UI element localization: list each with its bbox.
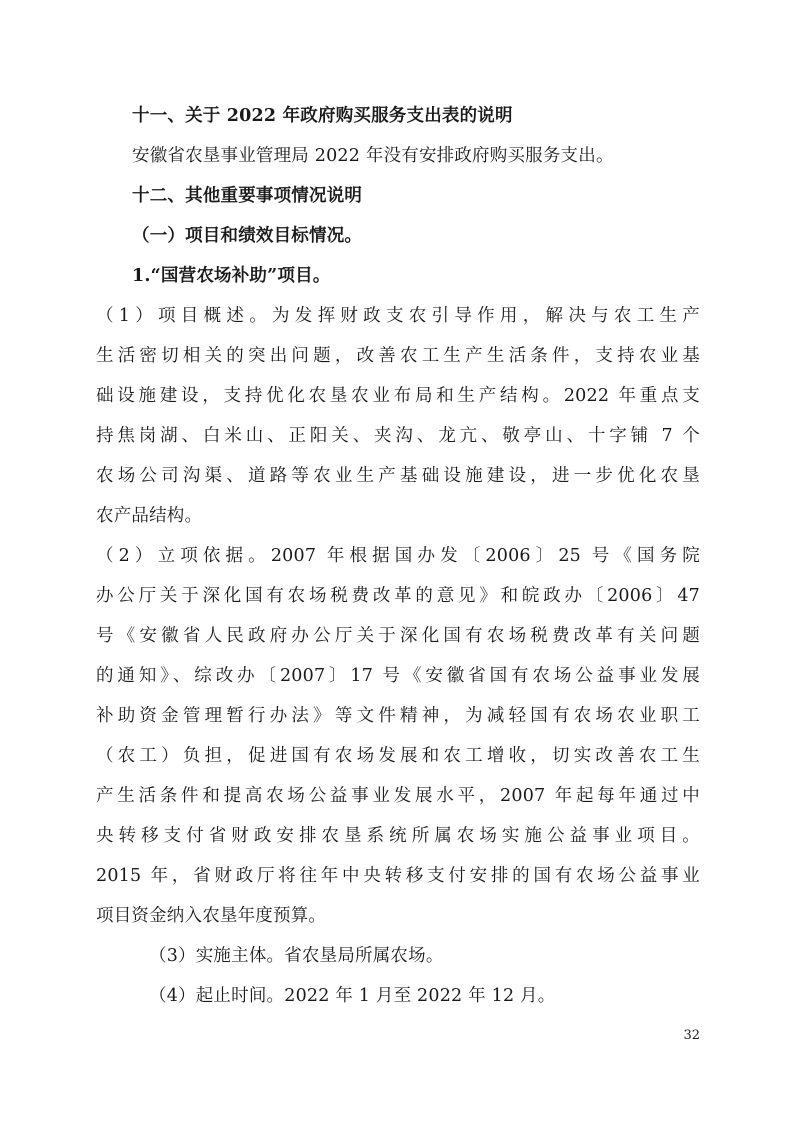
paragraph-line: 央转移支付省财政安排农垦系统所属农场实施公益事业项目。: [96, 826, 700, 846]
paragraph-line: 的通知》、综改办〔2007〕17 号《安徽省国有农场公益事业发展: [96, 666, 700, 686]
paragraph-line: 项目资金纳入农垦年度预算。: [96, 906, 327, 926]
paragraph-line: 农产品结构。: [96, 506, 203, 526]
paragraph-line: 础设施建设，支持优化农垦农业布局和生产结构。2022 年重点支: [96, 386, 700, 406]
item-heading-one: 1.“国营农场补助”项目。: [132, 266, 331, 286]
paragraph-line: 2015 年，省财政厅将往年中央转移支付安排的国有农场公益事业: [96, 866, 700, 886]
paragraph-project-basis: [96, 536, 700, 936]
paragraph-line: （1）项目概述。为发挥财政支农引导作用，解决与农工生产: [96, 306, 700, 326]
section-heading-twelve: 十二、其他重要事项情况说明: [132, 186, 363, 206]
paragraph-implementation-body: （3）实施主体。省农垦局所属农场。: [149, 946, 444, 966]
page-number: 32: [683, 1028, 700, 1043]
section-heading-eleven: 十一、关于 2022 年政府购买服务支出表的说明: [132, 106, 513, 126]
section-eleven-paragraph: 安徽省农垦事业管理局 2022 年没有安排政府购买服务支出。: [132, 146, 614, 166]
paragraph-line: 持焦岗湖、白米山、正阳关、夹沟、龙亢、敬亭山、十字铺 7 个: [96, 426, 700, 446]
paragraph-project-period: （4）起止时间。2022 年 1 月至 2022 年 12 月。: [149, 986, 556, 1006]
paragraph-line: 生活密切相关的突出问题，改善农工生产生活条件，支持农业基: [96, 346, 700, 366]
paragraph-line: （农工）负担，促进国有农场发展和农工增收，切实改善农工生: [96, 746, 700, 766]
paragraph-line: （2）立项依据。2007 年根据国办发〔2006〕25 号《国务院: [96, 546, 700, 566]
paragraph-line: 补助资金管理暂行办法》等文件精神，为减轻国有农场农业职工: [96, 706, 700, 726]
document-body: [96, 96, 700, 1016]
paragraph-line: 农场公司沟渠、道路等农业生产基础设施建设，进一步优化农垦: [96, 466, 700, 486]
paragraph-line: 办公厅关于深化国有农场税费改革的意见》和皖政办〔2006〕47: [96, 586, 700, 606]
paragraph-project-overview: [96, 296, 700, 536]
paragraph-line: 产生活条件和提高农场公益事业发展水平，2007 年起每年通过中: [96, 786, 700, 806]
paragraph-line: 号《安徽省人民政府办公厅关于深化国有农场税费改革有关问题: [96, 626, 700, 646]
subsection-heading-one: （一）项目和绩效目标情况。: [132, 226, 363, 246]
